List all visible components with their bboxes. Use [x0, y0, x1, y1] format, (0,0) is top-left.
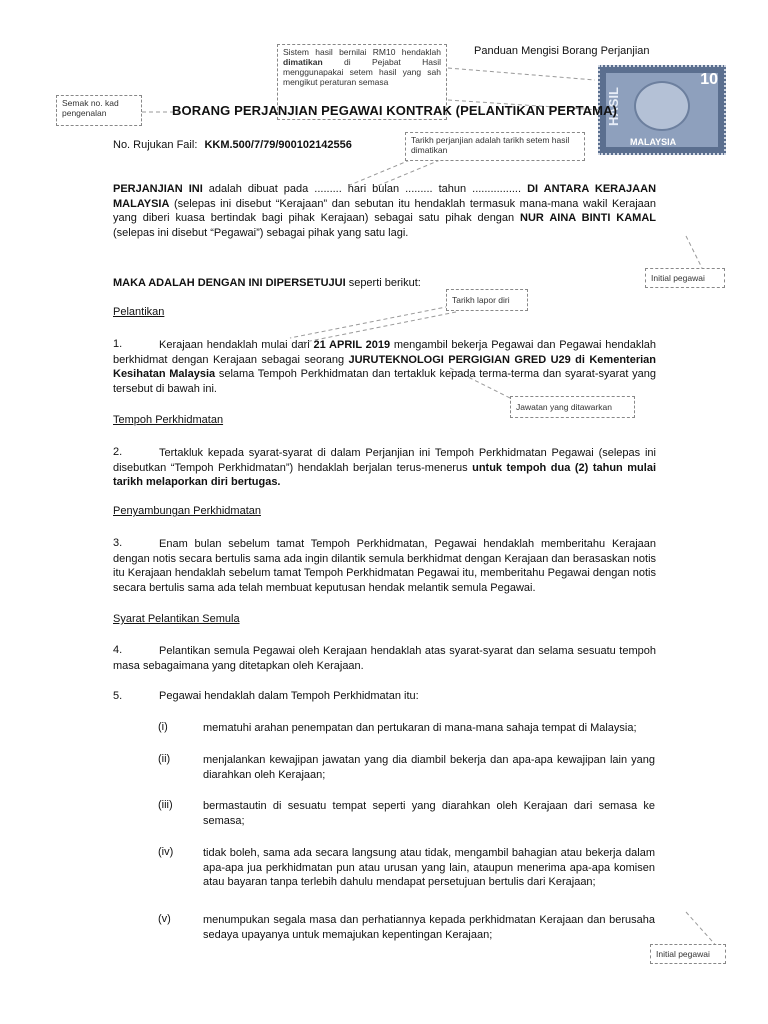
reference-label: No. Rujukan Fail: [113, 139, 198, 151]
intro-text-3: (selepas ini disebut “Pegawai”) sebagai pihak yang satu lagi. [113, 226, 409, 239]
initial-note-bottom-text: Initial pegawai [656, 949, 710, 959]
stamp-value: 10 [700, 71, 718, 88]
agreement-date-note [405, 132, 585, 161]
initial-note-bottom [650, 944, 726, 964]
para-2-number: 2. [113, 446, 123, 458]
initial-note-top-text: Initial pegawai [651, 273, 705, 283]
item-v-number: (v) [158, 913, 171, 925]
heading-penyambungan: Penyambungan Perkhidmatan [113, 505, 261, 517]
report-date-note-text: Tarikh lapor diri [452, 295, 510, 305]
para-5-number: 5. [113, 690, 123, 702]
agreement-bold: MAKA ADALAH DENGAN INI DIPERSETUJUI [113, 277, 346, 289]
heading-tempoh: Tempoh Perkhidmatan [113, 414, 224, 426]
agreement-line [113, 277, 421, 289]
para-3-number: 3. [113, 537, 123, 549]
reference-line [113, 139, 352, 151]
initial-note-top [645, 268, 725, 288]
item-iii-text: bermastautin di sesuatu tempat seperti yang diarahkan oleh Kerajaan dari semasa ke semasa; [203, 800, 655, 827]
intro-text-2: (selepas ini disebut “Kerajaan” dan sebutan itu hendaklah termasuk mana-mana wakil Kerajaan yang diberi kuasa bertindak bagi pihak Kerajaan) sebagai satu pihak dengan [113, 197, 656, 224]
para-2-text-a: Tertakluk kepada syarat-syarat di dalam Perjanjian ini Tempoh Perkhidmatan Pegawai (selepas ini disebutkan “Tempoh Perkhidmatan”) hendaklah berjalan terus-menerus [113, 447, 656, 474]
stamp-country: MALAYSIA [630, 137, 677, 147]
intro-paragraph [113, 182, 656, 240]
item-iii-number: (iii) [158, 799, 173, 811]
stamp-note-bold: dimatikan [283, 57, 323, 67]
para-1-number: 1. [113, 338, 123, 350]
item-i-text: mematuhi arahan penempatan dan pertukaran di mana-mana sahaja tempat di Malaysia; [203, 722, 637, 734]
item-iv-text: tidak boleh, sama ada secara langsung atau tidak, mengambil bahagian atau bekerja dalam apa-apa jua perkhidmatan pun atau urusan yang lain, ataupun menerima apa-apa komisen atau bayaran tanpa terlebih dahulu mendapat persetujuan bertulis dari Kerajaan; [203, 847, 655, 888]
coat-of-arms-icon [634, 81, 690, 131]
agreement-date-note-text: Tarikh perjanjian adalah tarikh setem hasil dimatikan [411, 135, 570, 155]
intro-bold-2: DI ANTARA KERAJAAN MALAYSIA [113, 183, 657, 210]
para-3: Enam bulan sebelum tamat Tempoh Perkhidmatan, Pegawai hendaklah memberitahu Kerajaan dengan notis secara bertulis sama ada ingin dilantik semula berkhidmat dengan Kerajaan dan berasaskan notis itu Kerajaan hendaklah sebelum tamat Tempoh Perkhidmatan Pegawai itu, memberitahu Pegawai dengan notis secara bertulis sama ada telah membuat keputusan hendak melantik semula Pegawai. [113, 538, 657, 594]
position-offered-note [510, 396, 635, 418]
revenue-stamp [598, 65, 726, 155]
heading-syarat: Syarat Pelantikan Semula [113, 613, 240, 625]
para-1 [113, 338, 656, 396]
para-2 [113, 446, 656, 490]
employee-name: NUR AINA BINTI KAMAL [520, 212, 656, 224]
para-4: Pelantikan semula Pegawai oleh Kerajaan hendaklah atas syarat-syarat dan selama sesuatu tempoh masa sebagaimana yang ditetapkan oleh Kerajaan. [113, 645, 656, 672]
guide-title: Panduan Mengisi Borang Perjanjian [474, 45, 650, 57]
intro-text-1: adalah dibuat pada ......... hari bulan ......... tahun ................ [202, 183, 528, 195]
stamp-note-text-rest: di Pejabat Hasil menggunapakai setem hasil yang sah mengikut peraturan semasa [283, 57, 441, 87]
para-5: Pegawai hendaklah dalam Tempoh Perkhidmatan itu: [159, 690, 419, 702]
document-title: BORANG PERJANJIAN PEGAWAI KONTRAK (PELANTIKAN PERTAMA) [172, 103, 618, 118]
item-v-text: menumpukan segala masa dan perhatiannya kepada perkhidmatan Kerajaan dan berusaha sedaya upayanya untuk memajukan kepentingan Kerajaan; [203, 914, 655, 941]
service-period: untuk tempoh dua (2) tahun mulai tarikh melaporkan diri bertugas. [113, 461, 657, 488]
report-date-note [446, 289, 528, 311]
ic-check-note [56, 95, 142, 126]
para-4-number: 4. [113, 644, 123, 656]
intro-bold-1: PERJANJIAN INI [113, 183, 203, 195]
item-iv-number: (iv) [158, 846, 174, 858]
item-ii-number: (ii) [158, 753, 171, 765]
item-i-number: (i) [158, 721, 168, 733]
position-offered-note-text: Jawatan yang ditawarkan [516, 402, 612, 412]
agreement-rest: seperti berikut: [345, 277, 421, 289]
para-1-text-a: Kerajaan hendaklah mulai dari [159, 339, 314, 351]
para-1-text-c: mengambil bekerja Pegawai dan Pegawai hendaklah berkhidmat dengan Kerajaan sebagai seorang [113, 339, 657, 366]
para-1-text-e: selama Tempoh Perkhidmatan dan tertakluk kepada terma-terma dan syarat-syarat yang tersebut di bawah ini. [113, 368, 656, 395]
ic-check-note-text: Semak no. kad pengenalan [62, 98, 119, 118]
heading-pelantikan: Pelantikan [113, 306, 165, 318]
stamp-side-text: HASIL [606, 87, 621, 127]
reference-value: KKM.500/7/79/900102142556 [204, 139, 352, 151]
start-date: 21 APRIL 2019 [313, 339, 391, 351]
stamp-note-text: Sistem hasil bernilai RM10 hendaklah [283, 47, 441, 57]
item-ii-text: menjalankan kewajipan jawatan yang dia diambil bekerja dan apa-apa kewajipan lain yang diarahkan oleh Kerajaan; [203, 754, 655, 781]
position-title: JURUTEKNOLOGI PERGIGIAN GRED U29 di Kementerian Kesihatan Malaysia [113, 353, 656, 380]
